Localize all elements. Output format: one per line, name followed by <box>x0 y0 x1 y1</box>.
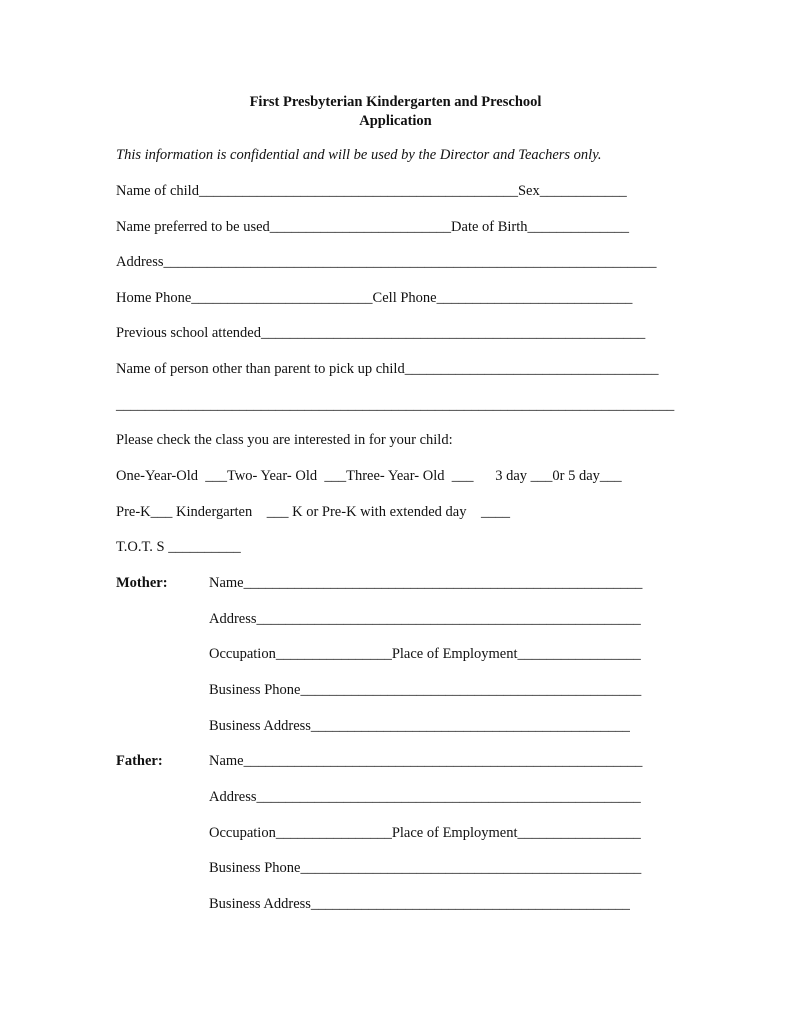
father-name-field[interactable]: Name_______________________________________________________ <box>209 753 643 769</box>
preferred-name-field[interactable]: Name preferred to be used_________________________Date of Birth______________ <box>116 219 630 235</box>
mother-business-phone-field[interactable]: Business Phone_______________________________________________ <box>209 682 642 698</box>
class-options-age[interactable]: One-Year-Old ___Two- Year- Old ___Three- Year- Old ___ 3 day ___0r 5 day___ <box>116 468 622 484</box>
father-label: Father: <box>116 753 163 769</box>
form-subtitle: Application <box>359 113 432 129</box>
mother-business-address-field[interactable]: Business Address____________________________________________ <box>209 718 630 734</box>
mother-address-field[interactable]: Address_____________________________________________________ <box>209 611 641 627</box>
address-field[interactable]: Address____________________________________________________________________ <box>116 254 657 270</box>
mother-label: Mother: <box>116 575 168 591</box>
father-business-address-field[interactable]: Business Address____________________________________________ <box>209 896 630 912</box>
class-options-level[interactable]: Pre-K___ Kindergarten ___ K or Pre-K with extended day ____ <box>116 504 510 520</box>
phone-fields[interactable]: Home Phone_________________________Cell Phone___________________________ <box>116 290 633 306</box>
tots-field[interactable]: T.O.T. S __________ <box>116 539 241 555</box>
father-address-field[interactable]: Address_____________________________________________________ <box>209 789 641 805</box>
form-title: First Presbyterian Kindergarten and Preschool <box>249 94 542 110</box>
pickup-person-field[interactable]: Name of person other than parent to pick up child___________________________________ <box>116 361 659 377</box>
class-prompt: Please check the class you are interested in for your child: <box>116 432 453 448</box>
previous-school-field[interactable]: Previous school attended_____________________________________________________ <box>116 325 646 341</box>
father-business-phone-field[interactable]: Business Phone_______________________________________________ <box>209 860 642 876</box>
mother-name-field[interactable]: Name_______________________________________________________ <box>209 575 643 591</box>
confidential-note: This information is confidential and will be used by the Director and Teachers only. <box>116 147 602 163</box>
mother-occupation-field[interactable]: Occupation________________Place of Employment_________________ <box>209 646 641 662</box>
pickup-person-extra-line[interactable]: _____________________________________________________________________________ <box>116 397 675 413</box>
child-name-field[interactable]: Name of child____________________________________________Sex____________ <box>116 183 627 199</box>
father-occupation-field[interactable]: Occupation________________Place of Employment_________________ <box>209 825 641 841</box>
